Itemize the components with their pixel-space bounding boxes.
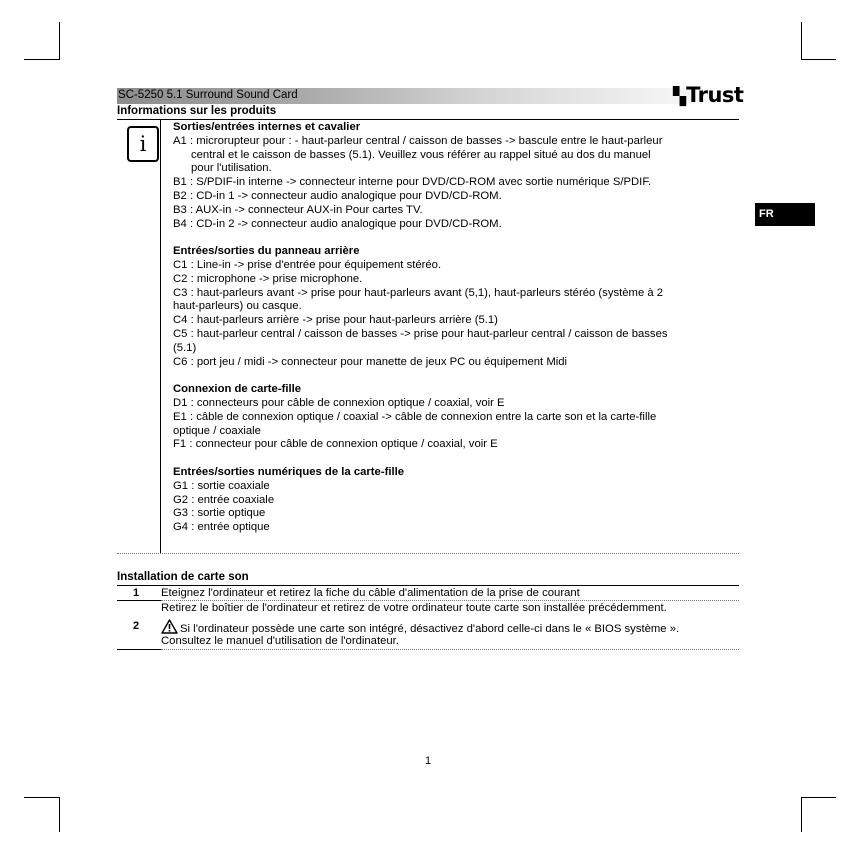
c5-line2: (5.1) [173,341,197,354]
step-2-line1: Retirez le boîtier de l'ordinateur et retirez de votre ordinateur toute carte son installée précédemment. [161,602,667,614]
crop-mark-top-right-h [801,59,836,60]
product-info-content [173,121,733,535]
warning-icon [161,619,178,634]
step-2-line3: Consultez le manuel d'utilisation de l'ordinateur. [161,635,399,647]
step-1-left-rule [117,600,161,601]
brand-name: Trust [686,83,744,107]
crop-mark-top-right-v [801,22,802,60]
c6-item: C6 : port jeu / midi -> connecteur pour manette de jeux PC ou équipement Midi [173,355,568,368]
b1-item: B1 : S/PDIF-in interne -> connecteur interne pour DVD/CD-ROM avec sortie numérique S/PDIF. [173,176,652,189]
product-info-end-divider [117,553,739,554]
b3-item: B3 : AUX-in -> connecteur AUX-in Pour cartes TV. [173,203,423,216]
section-rule [117,119,739,120]
e1-line1: E1 : câble de connexion optique / coaxial -> câble de connexion entre la carte son et la carte-fille [173,410,657,423]
g4-item: G4 : entrée optique [173,521,270,534]
crop-mark-bottom-right-h [801,797,836,798]
step-2-number: 2 [133,620,140,632]
c5-line1: C5 : haut-parleur central / caisson de basses -> prise pour haut-parleur central / caisson de basses [173,327,668,340]
step-1-number: 1 [133,587,140,599]
page-number: 1 [425,755,432,767]
crop-mark-bottom-left-h [24,797,59,798]
b4-item: B4 : CD-in 2 -> connecteur audio analogique pour DVD/CD-ROM. [173,217,502,230]
info-icon: i [127,126,159,162]
g1-item: G1 : sortie coaxiale [173,479,270,492]
brand-logo [673,83,743,107]
g2-item: G2 : entrée coaxiale [173,493,275,506]
group4-title: Entrées/sorties numériques de la carte-fille [173,465,405,478]
f1-item: F1 : connecteur pour câble de connexion optique / coaxial, voir E [173,438,498,451]
step-1-text: Eteignez l'ordinateur et retirez la fiche du câble d'alimentation de la prise de courant [161,587,580,599]
step-2-divider [161,649,739,650]
crop-mark-bottom-right-v [801,797,802,832]
c2-item: C2 : microphone -> prise microphone. [173,272,363,285]
step-2-line2: Si l'ordinateur possède une carte son intégré, désactivez d'abord celle-ci dans le « BIOS système ». [180,623,680,635]
g3-item: G3 : sortie optique [173,507,266,520]
c1-item: C1 : Line-in -> prise d'entrée pour équipement stéréo. [173,258,442,271]
crop-mark-bottom-left-v [59,797,60,832]
section-title-product-info: Informations sur les produits [117,105,277,117]
a1-line1: A1 : microrupteur pour : - haut-parleur central / caisson de basses -> bascule entre le haut-parleur [173,134,663,147]
c3-line2: haut-parleurs) ou casque. [173,300,302,313]
product-name: SC-5250 5.1 Surround Sound Card [118,89,298,101]
c3-line1: C3 : haut-parleurs avant -> prise pour haut-parleurs avant (5,1), haut-parleurs stéréo (système à 2 [173,286,664,299]
crop-mark-top-left-v [59,22,60,60]
language-tab-fr: FR [755,203,815,226]
left-margin-line [160,120,161,553]
a1-line2: central et le caisson de basses (5.1). Veuillez vous référer au rappel situé au dos du manuel [191,148,651,161]
section-title-installation: Installation de carte son [117,571,249,583]
group3-title: Connexion de carte-fille [173,383,302,396]
trust-logo-icon: ▚ [673,87,684,107]
step-2-left-rule [117,649,161,650]
group1-title: Sorties/entrées internes et cavalier [173,121,361,133]
b2-item: B2 : CD-in 1 -> connecteur audio analogique pour DVD/CD-ROM. [173,189,502,202]
group2-title: Entrées/sorties du panneau arrière [173,245,360,258]
d1-item: D1 : connecteurs pour câble de connexion optique / coaxial, voir E [173,396,505,409]
c4-item: C4 : haut-parleurs arrière -> prise pour haut-parleurs arrière (5.1) [173,314,498,327]
crop-mark-top-left-h [24,59,59,60]
a1-line3: pour l'utilisation. [191,162,272,175]
e1-line2: optique / coaxiale [173,424,261,437]
